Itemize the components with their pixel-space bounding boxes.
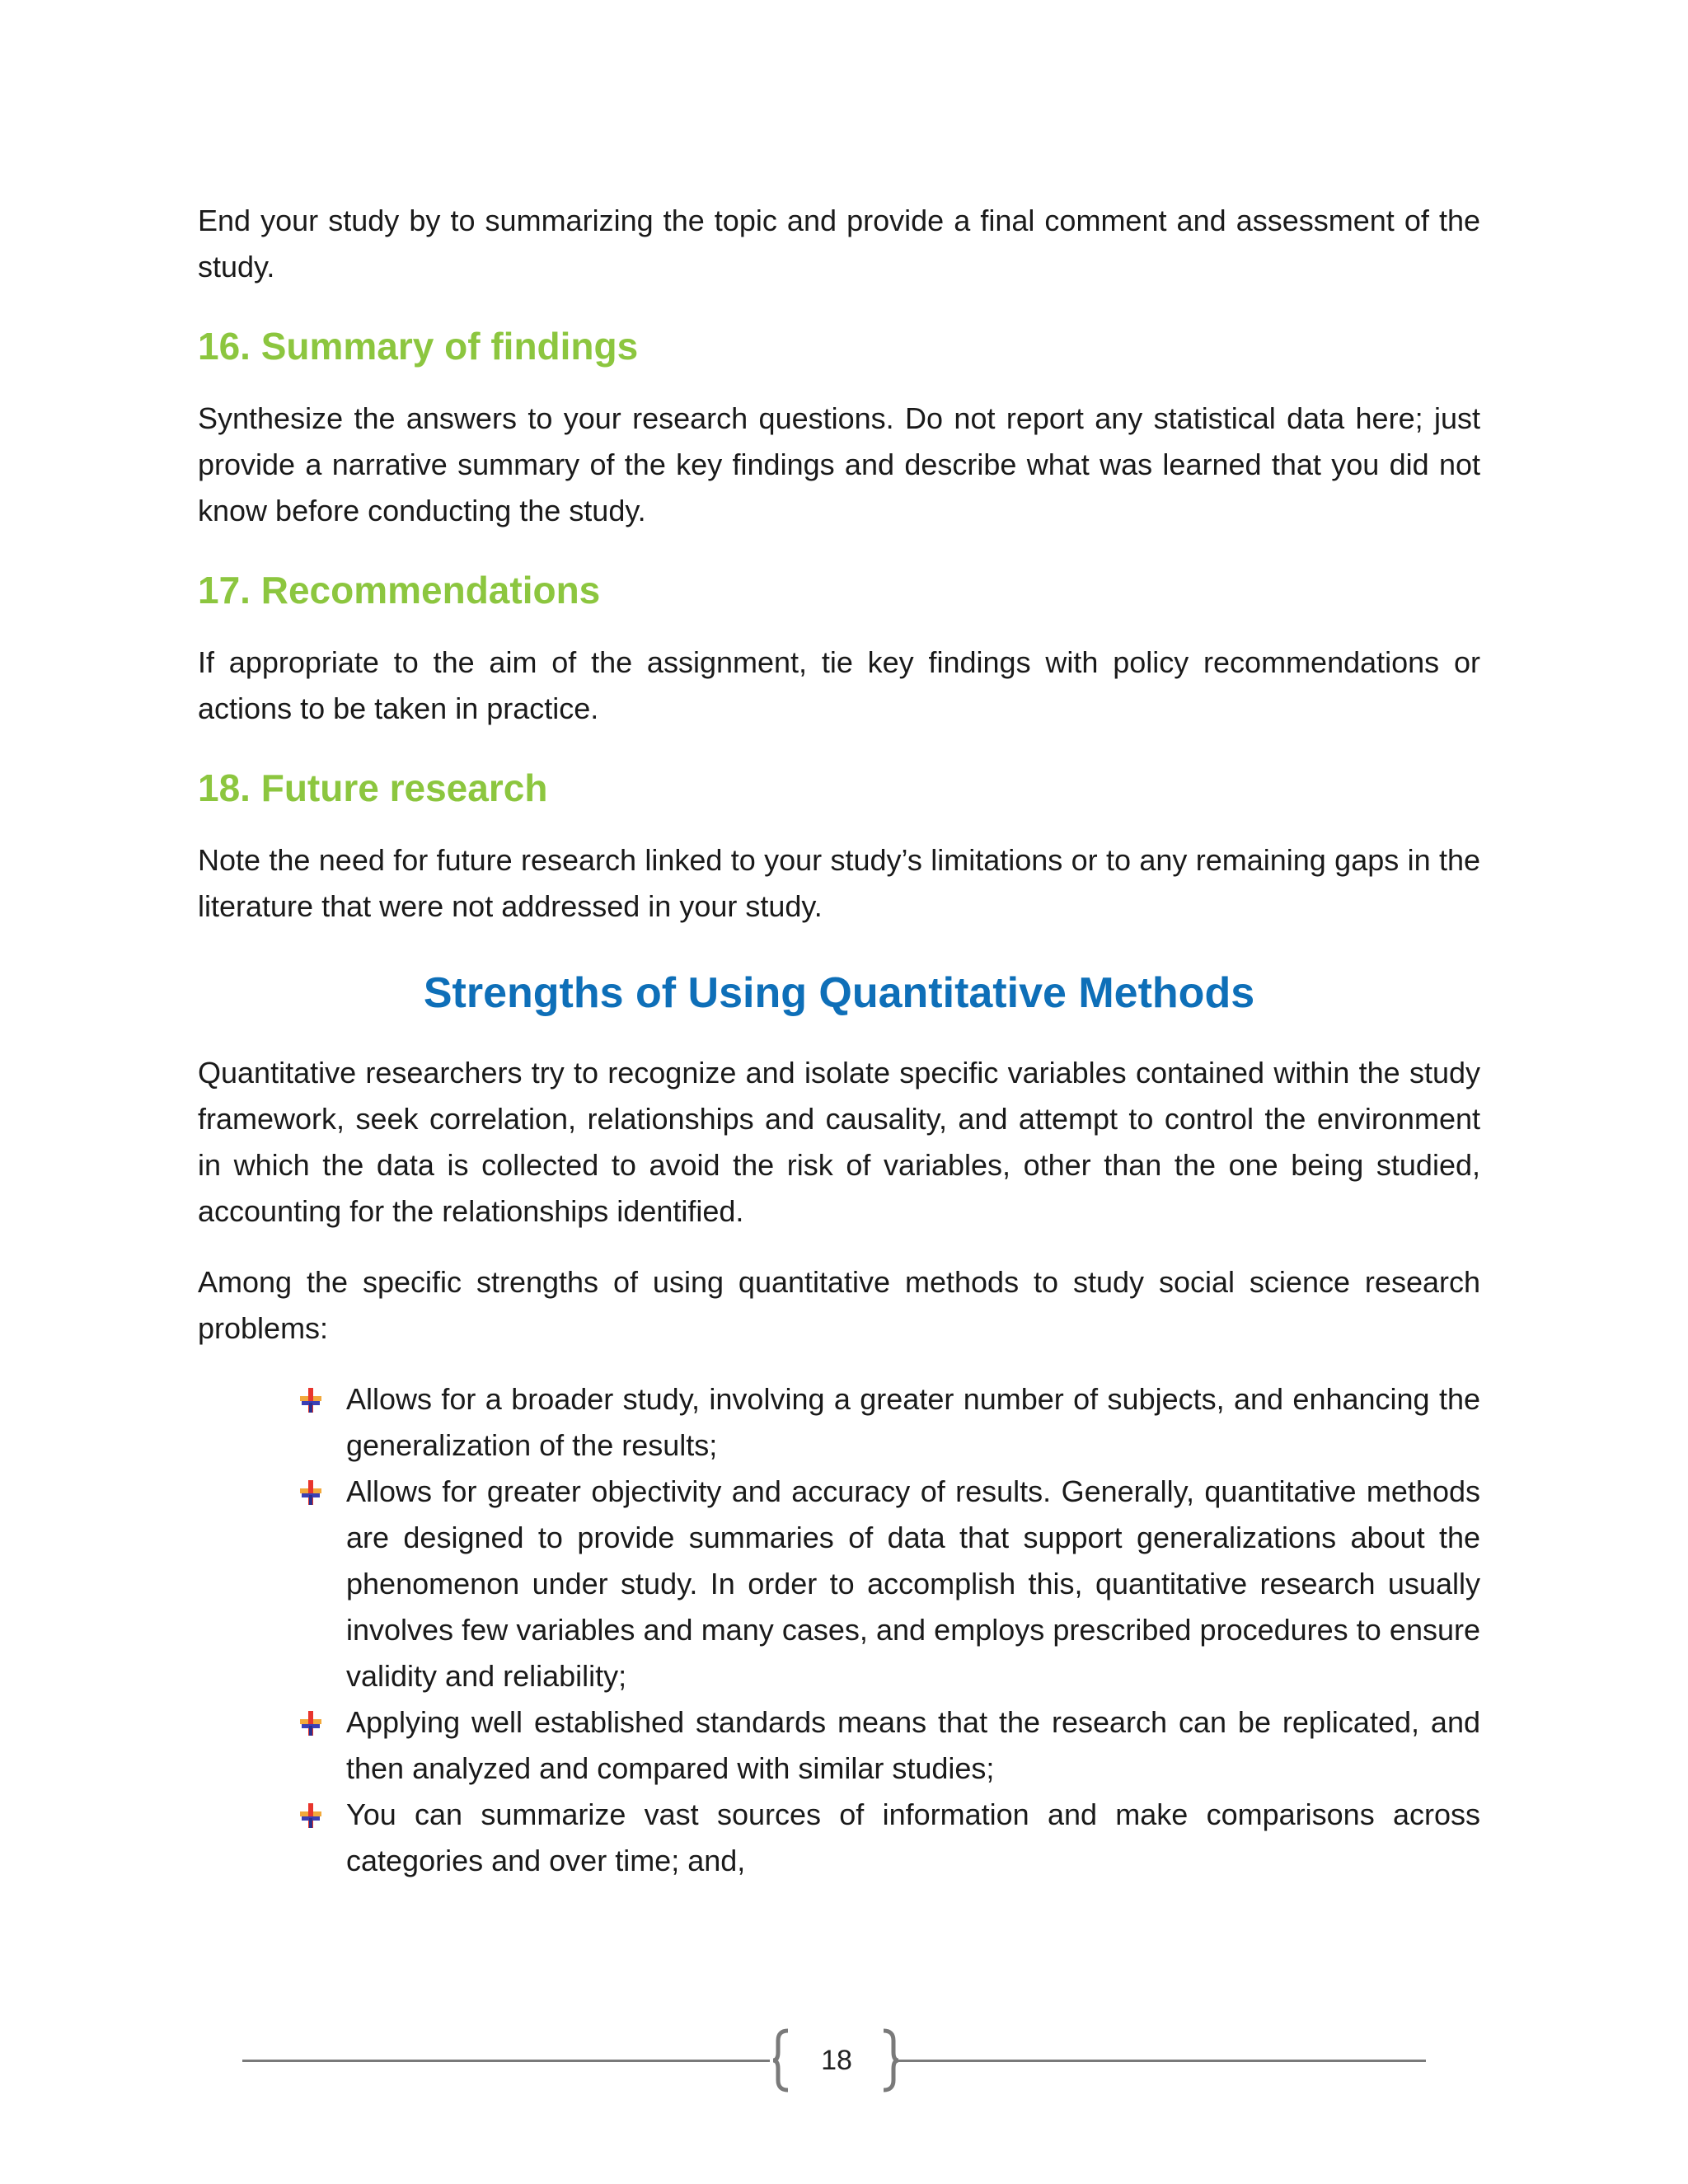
list-item	[297, 1376, 1480, 1469]
bullet-text: Allows for greater objectivity and accuracy of results. Generally, quantitative methods are designed to provide summaries of data that support generalizations about the phenomenon under study. In order to accomplish this, quantitative research usually involves few variables and many cases, and employs prescribed procedures to ensure validity and reliability;	[346, 1474, 1480, 1693]
section-heading-recommendations: 17. Recommendations	[198, 569, 601, 612]
section-heading-future-research: 18. Future research	[198, 766, 548, 809]
pushpin-cross-icon	[297, 1386, 325, 1414]
bullet-text: Allows for a broader study, involving a greater number of subjects, and enhancing the generalization of the results;	[346, 1382, 1480, 1462]
list-item	[297, 1469, 1480, 1699]
bullet-text: You can summarize vast sources of information and make comparisons across categories and over time; and,	[346, 1797, 1480, 1877]
pushpin-cross-icon	[297, 1479, 325, 1507]
bullet-text: Applying well established standards means that the research can be replicated, and then analyzed and compared with similar studies;	[346, 1705, 1480, 1785]
section-heading-summary: 16. Summary of findings	[198, 325, 639, 368]
footer-divider-right	[898, 2060, 1426, 2062]
strengths-paragraph-2: Among the specific strengths of using quantitative methods to study social science research problems:	[198, 1265, 1480, 1345]
left-brace-icon	[771, 2027, 791, 2093]
page-footer	[0, 2027, 1688, 2093]
section-text-summary: Synthesize the answers to your research questions. Do not report any statistical data here; just provide a narrative summary of the key findings and describe what was learned that you did not know before conducting the study.	[198, 401, 1480, 527]
pushpin-cross-icon	[297, 1802, 325, 1830]
intro-paragraph: End your study by to summarizing the topic and provide a final comment and assessment of the study.	[198, 204, 1480, 284]
strengths-bullet-list	[198, 1376, 1480, 1884]
strengths-title: Strengths of Using Quantitative Methods	[423, 969, 1255, 1017]
footer-divider-left	[242, 2060, 770, 2062]
list-item	[297, 1699, 1480, 1792]
page-content	[198, 198, 1480, 1884]
pushpin-cross-icon	[297, 1709, 325, 1737]
right-brace-icon	[880, 2027, 900, 2093]
section-text-recommendations: If appropriate to the aim of the assignment, tie key findings with policy recommendations or actions to be taken in practice.	[198, 645, 1480, 725]
list-item	[297, 1792, 1480, 1884]
section-text-future-research: Note the need for future research linked to your study’s limitations or to any remaining gaps in the literature that were not addressed in your study.	[198, 843, 1480, 923]
page-number: 18	[821, 2045, 852, 2076]
strengths-paragraph-1: Quantitative researchers try to recognize and isolate specific variables contained within the study framework, seek correlation, relationships and causality, and attempt to control the environment in which the data is collected to avoid the risk of variables, other than the one being studied, accounting for the relationships identified.	[198, 1056, 1480, 1228]
